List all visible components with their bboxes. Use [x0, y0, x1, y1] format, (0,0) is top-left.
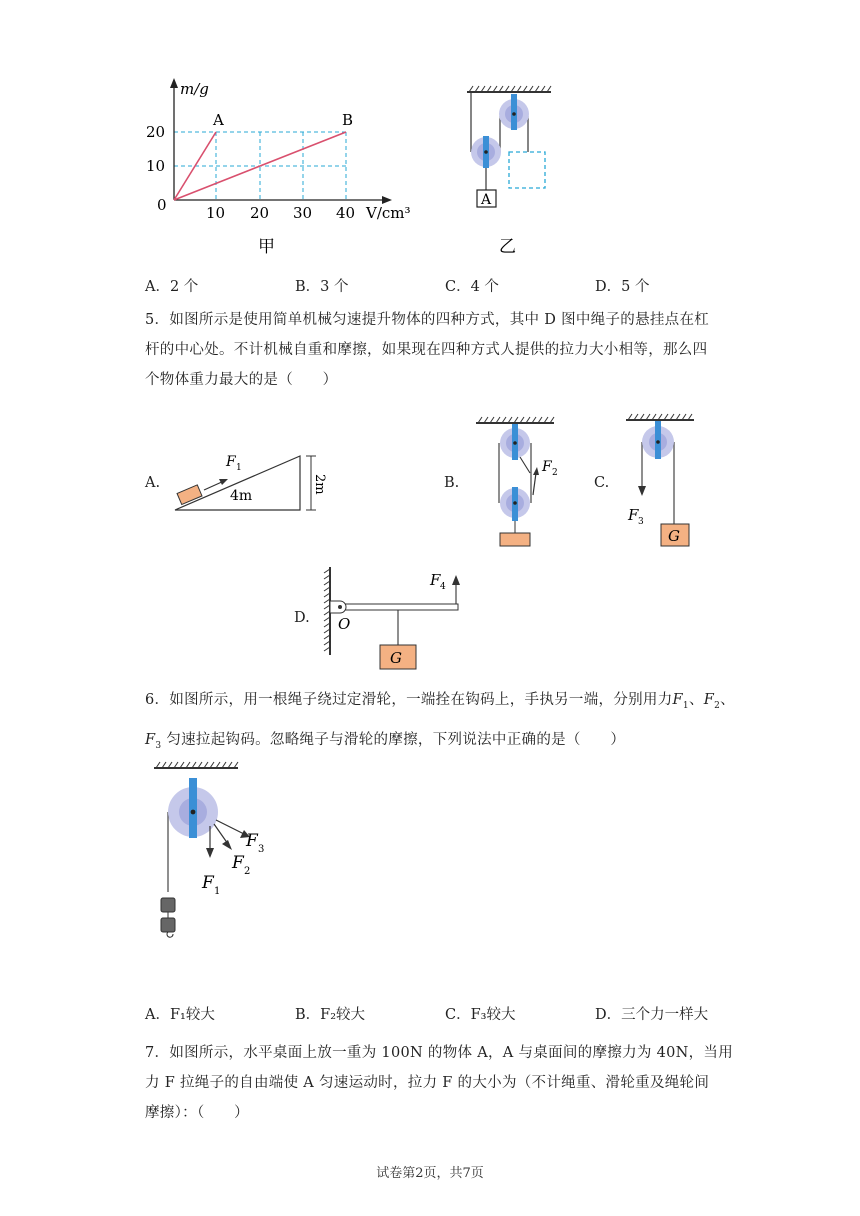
pulley-caption: 乙: [499, 237, 516, 257]
incline-force-label: F: [226, 454, 236, 470]
fixed-pulley-figure: [620, 412, 700, 554]
graph-caption: 甲: [258, 237, 275, 257]
q7-line-3: 摩擦）：（ ）: [145, 1105, 249, 1121]
q4-option-c[interactable]: C．4 个: [445, 279, 499, 295]
q6-fig-f1-sub: 1: [214, 886, 221, 897]
lever-figure: [318, 563, 468, 673]
incline-force-sub: 1: [236, 463, 242, 473]
q6-fig-f3: F: [246, 831, 258, 851]
fixed-pulley-force-sub: 3: [638, 517, 644, 527]
q4-option-a[interactable]: A．2 个: [145, 279, 199, 295]
q6-fig-f1: F: [202, 873, 214, 893]
pulley-force-label: F: [542, 459, 552, 475]
pulley-force-sub: 2: [552, 468, 558, 478]
q4-option-b[interactable]: B．3 个: [295, 279, 349, 295]
incline-figure: [170, 448, 340, 516]
y-tick-10: 10: [146, 157, 166, 175]
q6-f2: F: [703, 692, 715, 708]
q4-option-d[interactable]: D．5 个: [595, 279, 650, 295]
q7-line-1: 7．如图所示，水平桌面上放一重为 100N 的物体 A，A 与桌面间的摩擦力为 40N，当用: [145, 1045, 734, 1061]
incline-length: 4m: [230, 488, 253, 504]
lever-weight: G: [390, 649, 402, 667]
pulley-system-figure: [455, 82, 565, 260]
point-b-label: B: [342, 111, 354, 129]
page-footer: 试卷第2页，共7页: [376, 1166, 484, 1181]
q5-label-a[interactable]: A.: [145, 475, 161, 491]
q5-line-3: 个物体重力最大的是（ ）: [145, 372, 338, 388]
lever-force-sub: 4: [440, 582, 446, 592]
q6-fig-f3-sub: 3: [258, 844, 265, 855]
x-axis-label: V/cm³: [366, 204, 411, 222]
q5-label-b[interactable]: B.: [444, 475, 460, 491]
q5-label-c[interactable]: C.: [594, 475, 610, 491]
mass-volume-graph: [140, 70, 430, 260]
q7-line-2: 力 F 拉绳子的自由端使 A 匀速运动时，拉力 F 的大小为（不计绳重、滑轮重及绳轮间: [145, 1075, 710, 1091]
lever-force-label: F: [430, 571, 441, 589]
y-axis-label: m/g: [180, 80, 209, 98]
q6-f3: F: [145, 731, 156, 748]
q6-option-a[interactable]: A．F₁较大: [145, 1007, 215, 1023]
q6-fig-f2: F: [232, 853, 244, 873]
q5-question: [145, 305, 745, 395]
q5-line-1: 5．如图所示是使用简单机械匀速提升物体的四种方式，其中 D 图中绳子的悬挂点在杠: [145, 312, 710, 328]
y-tick-20: 20: [146, 123, 166, 141]
q6-line-1: 6．如图所示，用一根绳子绕过定滑轮，一端拴在钩码上，手执另一端，分别用力$F_1$、$F_2$、: [145, 692, 735, 711]
incline-height: 2m: [312, 474, 327, 495]
x-tick-40: 40: [336, 204, 356, 222]
x-tick-10: 10: [206, 204, 226, 222]
pulley-block-figure: [470, 415, 570, 550]
x-tick-20: 20: [250, 204, 270, 222]
point-a-label: A: [213, 111, 224, 129]
q5-line-2: 杆的中心处。不计机械自重和摩擦，如果现在四种方式人提供的拉力大小相等，那么四: [145, 342, 708, 358]
fixed-pulley-force-label: F: [628, 506, 639, 524]
pulley-block-label: A: [481, 192, 492, 208]
q6-f1: F: [672, 692, 683, 708]
dashed-box: [509, 152, 545, 188]
q6-option-d[interactable]: D．三个力一样大: [595, 1007, 709, 1023]
q6-option-b[interactable]: B．F₂较大: [295, 1007, 366, 1023]
q6-option-c[interactable]: C．F₃较大: [445, 1007, 516, 1023]
q6-line-1-text: 6．如图所示，用一根绳子绕过定滑轮，一端拴在钩码上，手执另一端，分别用力: [145, 692, 673, 708]
graph-origin: 0: [157, 196, 167, 214]
weights-pulley-figure: [148, 760, 288, 950]
fixed-pulley-weight: G: [668, 527, 680, 545]
q6-question: [145, 685, 735, 761]
q6-line-2-wrap: $F_3$ 匀速拉起钩码。忽略绳子与滑轮的摩擦，下列说法中正确的是（ ）: [145, 731, 626, 751]
q5-label-d[interactable]: D.: [294, 610, 310, 626]
lever-pivot-label: O: [338, 615, 351, 633]
q6-line-2: 匀速拉起钩码。忽略绳子与滑轮的摩擦，下列说法中正确的是（ ）: [166, 731, 626, 748]
x-tick-30: 30: [293, 204, 313, 222]
q7-question: [145, 1038, 745, 1128]
q6-fig-f2-sub: 2: [244, 866, 251, 877]
